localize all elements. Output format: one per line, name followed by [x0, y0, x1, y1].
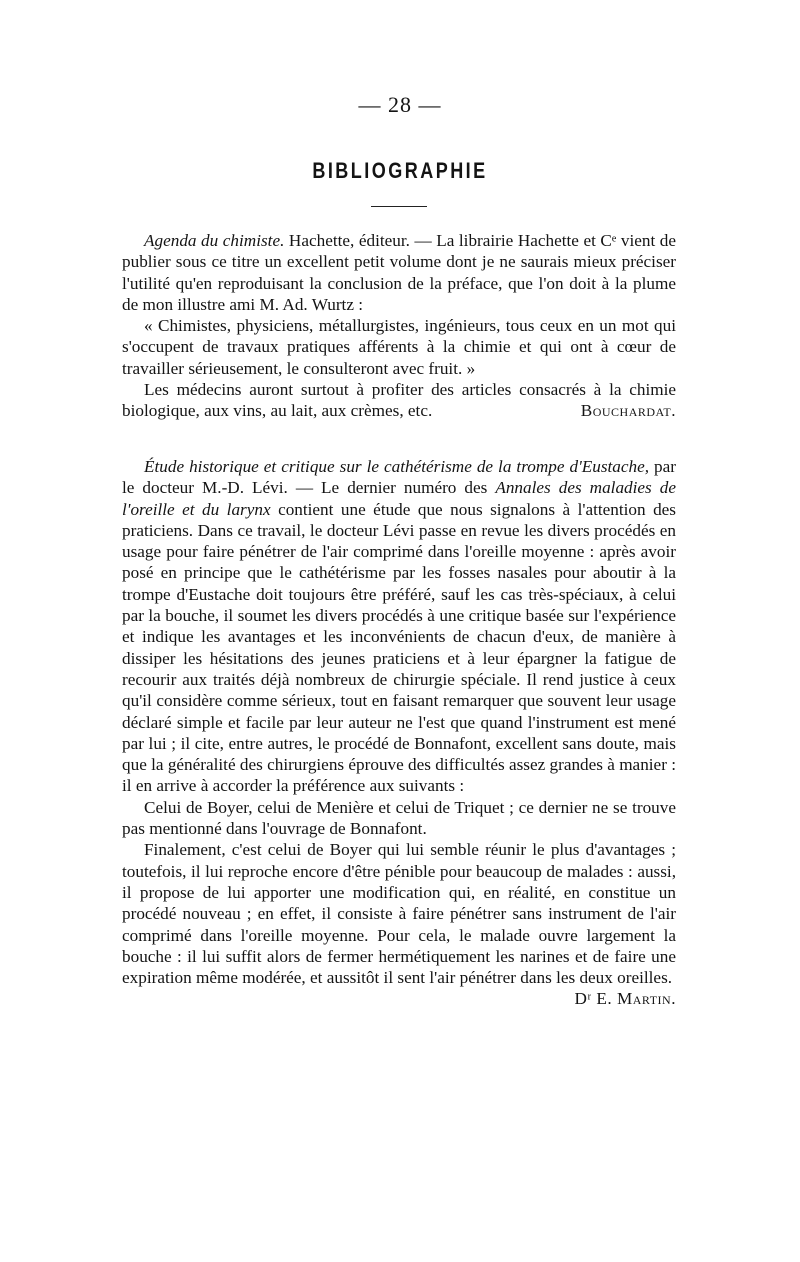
heading-divider [371, 206, 427, 207]
entry-paragraph [122, 379, 676, 422]
entry-text: Hachette, éditeur. — La librairie Hachette et Cᵉ vient de publier sous ce titre un excellent petit volume dont je ne saurais mieux préciser l'utilité qu'en reproduisant la conclusion de la préface, que l'on doit à la plume de mon illustre ami M. Ad. Wurtz : [122, 231, 676, 314]
entry-title: Étude historique et critique sur le cathétérisme de la trompe d'Eustache, [144, 457, 650, 476]
entry-title: Agenda du chimiste. [144, 231, 285, 250]
bibliography-entry-agenda [122, 230, 676, 422]
page-number: — 28 — [358, 92, 442, 117]
entry-signature: Bouchardat. [580, 401, 676, 421]
entry-paragraph [122, 839, 676, 1009]
entry-text: Finalement, c'est celui de Boyer qui lui semble réunir le plus d'avantages ; toutefois, il lui reproche encore d'être pénible pour beaucoup de malades : aussi, il propose de lui apporter une modification qui, en réalité, en constitue un procédé nouveau ; en effet, il consiste à faire pénétrer sans instrument de l'air comprimé dans l'oreille moyenne. Pour cela, le malade ouvre largement la bouche : il lui suffit alors de fermer hermétiquement les narines et de faire une expiration même modérée, et aussitôt il sent l'air pénétrer dans les deux oreilles. [122, 840, 676, 988]
entry-paragraph [122, 456, 676, 797]
section-heading: BIBLIOGRAPHIE [312, 158, 488, 183]
entry-quote: « Chimistes, physiciens, métallurgistes, ingénieurs, tous ceux en un mot qui s'occupent de travaux pratiques afférents à la chimie et qui ont à cœur de travailler sérieusement, le consulteront avec fruit. » [122, 316, 676, 378]
bibliography-entry-catheterisme [122, 456, 676, 1010]
entry-text: contient une étude que nous signalons à l'attention des praticiens. Dans ce travail, le docteur Lévi passe en revue les divers procédés en usage pour faire pénétrer de l'air comprimé dans l'oreille moyenne : après avoir posé en principe que le cathétérisme par les fosses nasales pour aboutir à la trompe d'Eustache doit toujours être préféré, sauf les cas très-spéciaux, à celui par la bouche, il soumet les divers procédés à une critique basée sur l'expérience et indique les avantages et les inconvénients de chacun d'eux, de manière à dissiper les hésitations des jeunes praticiens et à leur épargner la fatigue de recourir aux traités déjà nombreux de chirurgie spéciale. Il rend justice à ceux qu'il considère comme sérieux, tout en faisant remarquer que souvent leur usage déclaré simple et facile par leur auteur ne l'est que quand l'instrument est mené par lui ; il cite, entre autres, le procédé de Bonnafont, excellent sans doute, mais que la généralité des chirurgiens éprouve des difficultés assez grandes à manier : il en arrive à accorder la préférence aux suivants : [122, 499, 676, 796]
entry-signature: Dʳ E. Martin. [574, 989, 676, 1009]
entry-paragraph: Celui de Boyer, celui de Menière et celui de Triquet ; ce dernier ne se trouve pas mentionné dans l'ouvrage de Bonnafont. [122, 797, 676, 839]
entry-paragraph [122, 230, 676, 315]
entry-text: par le docteur M.-D. Lévi. — Le dernier numéro des [122, 457, 676, 498]
journal-title: Annales des maladies de l'oreille et du larynx [122, 478, 676, 519]
entry-text: Les médecins auront surtout à profiter des articles consacrés à la chimie biologique, aux vins, au lait, aux crèmes, etc. [122, 380, 676, 421]
